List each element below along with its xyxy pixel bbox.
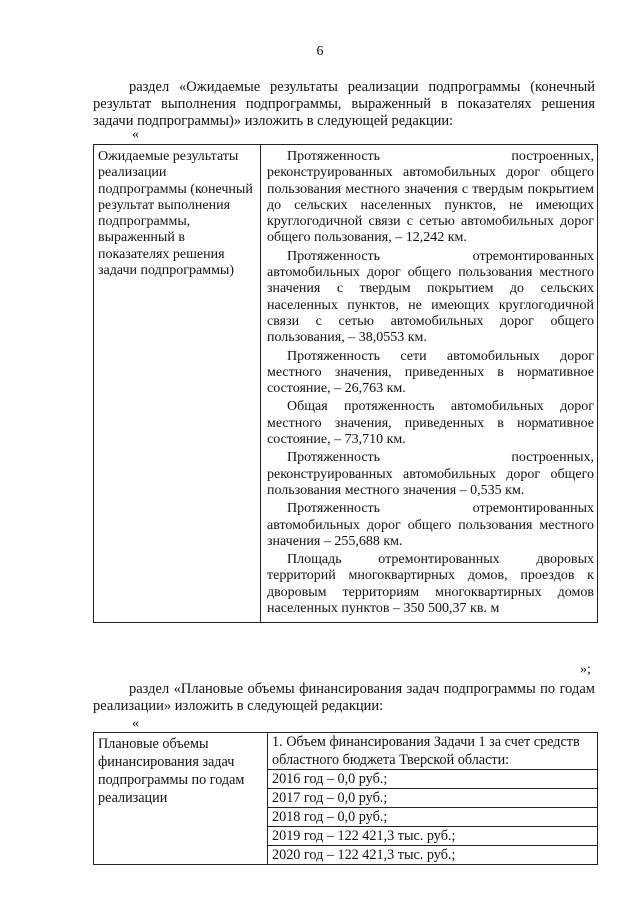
- result-item: Протяженность отремонтированных автомобильных дорог общего пользования местного значения с твердым покрытием до сельских населенных пунктов, не имеющих круглогодичной связи с сетью автомобильных дорог общего пользования, – 38,0553 км.: [267, 248, 594, 346]
- result-item: Протяженность построенных, реконструированных автомобильных дорог общего пользования местного значения – 0,535 км.: [267, 450, 594, 498]
- result-item: Общая протяженность автомобильных дорог местного значения, приведенных в нормативное состояние, – 73,710 км.: [267, 399, 594, 448]
- section1-intro: [93, 79, 595, 130]
- expected-results-label: Ожидаемые результаты реализации подпрограммы (конечный результат выполнения подпрограммы, выраженный в показателях решения задачи подпрограммы): [94, 145, 261, 623]
- result-item: Протяженность сети автомобильных дорог местного значения, приведенных в нормативное состояние, – 26,763 км.: [267, 348, 594, 397]
- financing-line: 2020 год – 122 421,3 тыс. руб.;: [272, 847, 456, 863]
- financing-table: [93, 732, 598, 865]
- financing-values: [268, 733, 598, 865]
- section2-intro-text: раздел «Плановые объемы финансирования задач подпрограммы по годам реализации» изложить в следующей редакции:: [93, 681, 595, 714]
- expected-results-values: [261, 145, 598, 623]
- section2-intro: [93, 681, 595, 715]
- result-item: Протяженность построенных, реконструированных автомобильных дорог общего пользования местного значения с твердым покрытием до сельских населенных пунктов, не имеющих круглогодичной связи с сетью автомобильных дорог общего пользования, – 12,242 км.: [267, 149, 594, 246]
- financing-line: 2019 год – 122 421,3 тыс. руб.;: [268, 827, 597, 846]
- close-quote-1: »;: [580, 662, 591, 677]
- financing-label: Плановые объемы финансирования задач подпрограммы по годам реализации: [94, 733, 268, 865]
- result-item: Протяженность отремонтированных автомобильных дорог общего пользования местного значения – 255,688 км.: [267, 501, 594, 549]
- page-number: 6: [316, 44, 324, 59]
- section1-intro-text: раздел «Ожидаемые результаты реализации подпрограммы (конечный результат выполнения подпрограммы, выраженный в показателях решения задачи подпрограммы)» изложить в следующей редакции:: [93, 79, 595, 129]
- expected-results-table: [93, 144, 598, 623]
- financing-line: 2018 год – 0,0 руб.;: [268, 808, 597, 827]
- result-item: Площадь отремонтированных дворовых территорий многоквартирных домов, проездов к дворовым территориям многоквартирных домов населенных пунктов – 350 500,37 кв. м: [267, 552, 594, 617]
- open-quote-2: «: [132, 716, 139, 731]
- financing-line: 2016 год – 0,0 руб.;: [268, 770, 597, 789]
- open-quote-1: «: [132, 127, 139, 142]
- financing-line: 2017 год – 0,0 руб.;: [268, 789, 597, 808]
- financing-line: 1. Объем финансирования Задачи 1 за счет средств областного бюджета Тверской области:: [268, 733, 597, 770]
